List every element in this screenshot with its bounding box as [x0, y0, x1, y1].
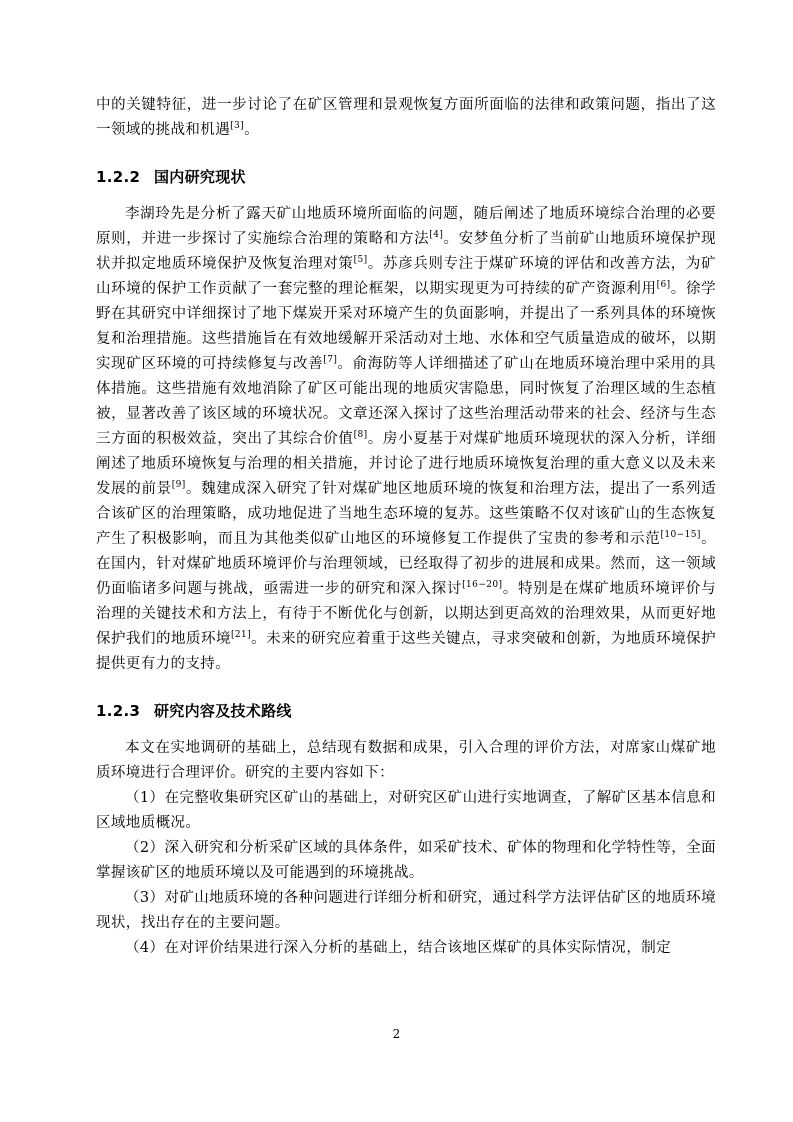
section-title: 研究内容及技术路线: [154, 702, 292, 720]
citation: [5]: [353, 255, 368, 266]
domestic-research-paragraph: 李湖玲先是分析了露天矿山地质环境所面临的问题，随后阐述了地质环境综合治理的必要原则，并进一步探讨了实施综合治理的策略和方法[4]。安梦鱼分析了当前矿山地质环境保护现状并拟定地质环境保护及恢复治理对策[5]。苏彦兵则专注于煤矿环境的评估和改善方法，为矿山环境的保护工作贡献了一套完整的理论框架，以期实现更为可持续的矿产资源利用[6]。徐学野在其研究中详细探讨了地下煤炭开采对环境产生的负面影响，并提出了一系列具体的环境恢复和治理措施。这些措施旨在有效地缓解开采活动对土地、水体和空气质量造成的破坏，以期实现矿区环境的可持续修复与改善[7]。俞海防等人详细描述了矿山在地质环境治理中采用的具体措施。这些措施有效地消除了矿区可能出现的地质灾害隐患，同时恢复了治理区域的生态植被，显著改善了该区域的环境状况。文章还深入探讨了这些治理活动带来的社会、经济与生态三方面的积极效益，突出了其综合价值[8]。房小夏基于对煤矿地质环境现状的深入分析，详细阐述了地质环境恢复与治理的相关措施，并讨论了进行地质环境恢复治理的重大意义以及未来发展的前景[9]。魏建成深入研究了针对煤矿地区地质环境的恢复和治理方法，提出了一系列适合该矿区的治理策略，成功地促进了当地生态环境的复苏。这些策略不仅对该矿山的生态恢复产生了积极影响，而且为其他类似矿山地区的环境修复工作提供了宝贵的参考和示范[10−15]。在国内，针对煤矿地质环境评价与治理领域，已经取得了初步的进展和成果。然而，这一领域仍面临诸多问题与挑战，亟需进一步的研究和深入探讨[16−20]。特别是在煤矿地质环境评价与治理的关键技术和方法上，有待于不断优化与创新，以期达到更高效的治理效果，从而更好地保护我们的地质环境[21]。未来的研究应着重于这些关键点，寻求突破和创新，为地质环境保护提供更有力的支持。: [96, 206, 717, 672]
intro-paragraph: 中的关键特征，进一步讨论了在矿区管理和景观恢复方面所面临的法律和政策问题，指出了这一领域的挑战和机遇[3]。: [96, 97, 716, 138]
section-title: 国内研究现状: [154, 168, 246, 186]
page-number: 2: [392, 1027, 401, 1041]
citation: [6]: [656, 280, 671, 291]
citation: [7]: [323, 355, 338, 366]
research-item-3: （3）对矿山地质环境的各种问题进行详细分析和研究，通过科学方法评估矿区的地质环境现状，找出存在的主要问题。: [96, 890, 716, 931]
section-number: 1.2.2: [96, 168, 141, 186]
citation: [8]: [353, 430, 368, 441]
research-item-4: （4）在对评价结果进行深入分析的基础上，结合该地区煤矿的具体实际情况，制定: [125, 940, 672, 956]
research-content-intro: 本文在实地调研的基础上，总结现有数据和成果，引入合理的评价方法，对席家山煤矿地质环境进行合理评价。研究的主要内容如下：: [96, 740, 716, 781]
section-heading-1-2-2: [96, 165, 716, 190]
citation: [10−15]: [660, 530, 701, 541]
citation: [21]: [230, 630, 252, 641]
citation: [16−20]: [462, 580, 503, 591]
citation: [4]: [429, 230, 444, 241]
section-number: 1.2.3: [96, 702, 141, 720]
document-page: [96, 93, 716, 961]
research-item-2: （2）深入研究和分析采矿区域的具体条件，如采矿技术、矿体的物理和化学特性等，全面掌握该矿区的地质环境以及可能遇到的环境挑战。: [96, 840, 716, 881]
citation: [3]: [230, 121, 245, 132]
research-item-1: （1）在完整收集研究区矿山的基础上，对研究区矿山进行实地调查，了解矿区基本信息和区域地质概况。: [96, 790, 716, 831]
citation: [9]: [171, 480, 186, 491]
section-heading-1-2-3: [96, 699, 716, 724]
